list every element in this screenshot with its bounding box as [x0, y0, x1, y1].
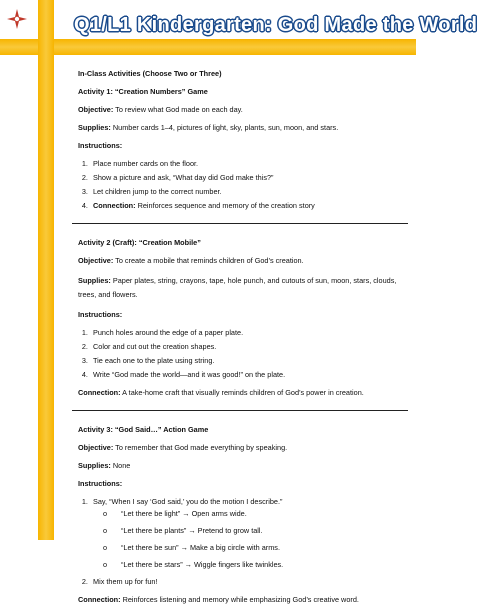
connection-label: Connection:	[78, 388, 121, 397]
activity2-objective	[78, 256, 404, 266]
supplies-text: None	[110, 461, 131, 470]
activity3-connection	[78, 595, 404, 605]
list-item: 1. Place number cards on the floor.	[90, 159, 404, 169]
step-text: Say, “When I say ‘God said,’ you do the motion I describe.”	[93, 497, 283, 506]
sub-list-item: o “Let there be sun” → Make a big circle with arms.	[103, 543, 404, 553]
list-item	[90, 497, 404, 570]
section-divider	[72, 223, 408, 224]
sub-list-item: o “Let there be plants” → Pretend to grow tall.	[103, 526, 404, 536]
sub-list-item: o “Let there be light” → Open arms wide.	[103, 509, 404, 519]
cross-horizontal-band	[0, 39, 416, 55]
objective-label: Objective:	[78, 256, 114, 265]
list-item: 2. Show a picture and ask, “What day did God make this?”	[90, 173, 404, 183]
list-item: 2. Mix them up for fun!	[90, 577, 404, 587]
activity1-steps	[78, 159, 404, 211]
connection-label: Connection:	[93, 201, 136, 210]
supplies-label: Supplies:	[78, 461, 111, 470]
activity2-instructions-label: Instructions:	[78, 310, 123, 319]
list-item: 2. Color and cut out the creation shapes.	[90, 342, 404, 352]
activity1-supplies	[78, 123, 404, 133]
objective-label: Objective:	[78, 443, 114, 452]
connection-text: Reinforces listening and memory while emphasizing God’s creative word.	[120, 595, 359, 604]
page-title: Q1/L1 Kindergarten: God Made the World	[74, 14, 477, 36]
supplies-text: Number cards 1–4, pictures of light, sky, plants, sun, moon, and stars.	[110, 123, 339, 132]
list-item	[90, 201, 404, 211]
activity2-steps	[78, 328, 404, 380]
list-item: 1. Punch holes around the edge of a paper plate.	[90, 328, 404, 338]
supplies-label: Supplies:	[78, 276, 111, 285]
objective-label: Objective:	[78, 105, 114, 114]
activity3-objective	[78, 443, 404, 453]
section-divider	[72, 410, 408, 411]
connection-text: Reinforces sequence and memory of the creation story	[135, 201, 315, 210]
supplies-text: Paper plates, string, crayons, tape, hole punch, and cutouts of sun, moon, stars, clouds, trees, and flowers.	[78, 276, 397, 299]
activity3-title: Activity 3: “God Said…” Action Game	[78, 425, 209, 434]
logo-cross-icon	[6, 8, 28, 30]
sub-list-item: o “Let there be stars” → Wiggle fingers like twinkles.	[103, 560, 404, 570]
activity3-sublist	[93, 509, 404, 570]
list-item: 4. Write “God made the world—and it was good!” on the plate.	[90, 370, 404, 380]
activity2-title: Activity 2 (Craft): “Creation Mobile”	[78, 238, 201, 247]
objective-text: To create a mobile that reminds children of God’s creation.	[113, 256, 304, 265]
objective-text: To remember that God made everything by speaking.	[113, 443, 288, 452]
supplies-label: Supplies:	[78, 123, 111, 132]
activity2-supplies	[78, 274, 404, 302]
cross-vertical-band	[38, 0, 54, 540]
connection-label: Connection:	[78, 595, 121, 604]
activity1-instructions-label: Instructions:	[78, 141, 123, 150]
activity1-title: Activity 1: “Creation Numbers” Game	[78, 87, 208, 96]
list-item: 3. Let children jump to the correct number.	[90, 187, 404, 197]
connection-text: A take-home craft that visually reminds children of God’s power in creation.	[120, 388, 364, 397]
activity3-steps	[78, 497, 404, 587]
activity3-supplies	[78, 461, 404, 471]
activity1-objective	[78, 105, 404, 115]
list-item: 3. Tie each one to the plate using string.	[90, 356, 404, 366]
document-body	[78, 69, 404, 613]
activity2-connection	[78, 388, 404, 398]
activity3-instructions-label: Instructions:	[78, 479, 123, 488]
objective-text: To review what God made on each day.	[113, 105, 243, 114]
intro-heading: In-Class Activities (Choose Two or Three)	[78, 69, 222, 78]
